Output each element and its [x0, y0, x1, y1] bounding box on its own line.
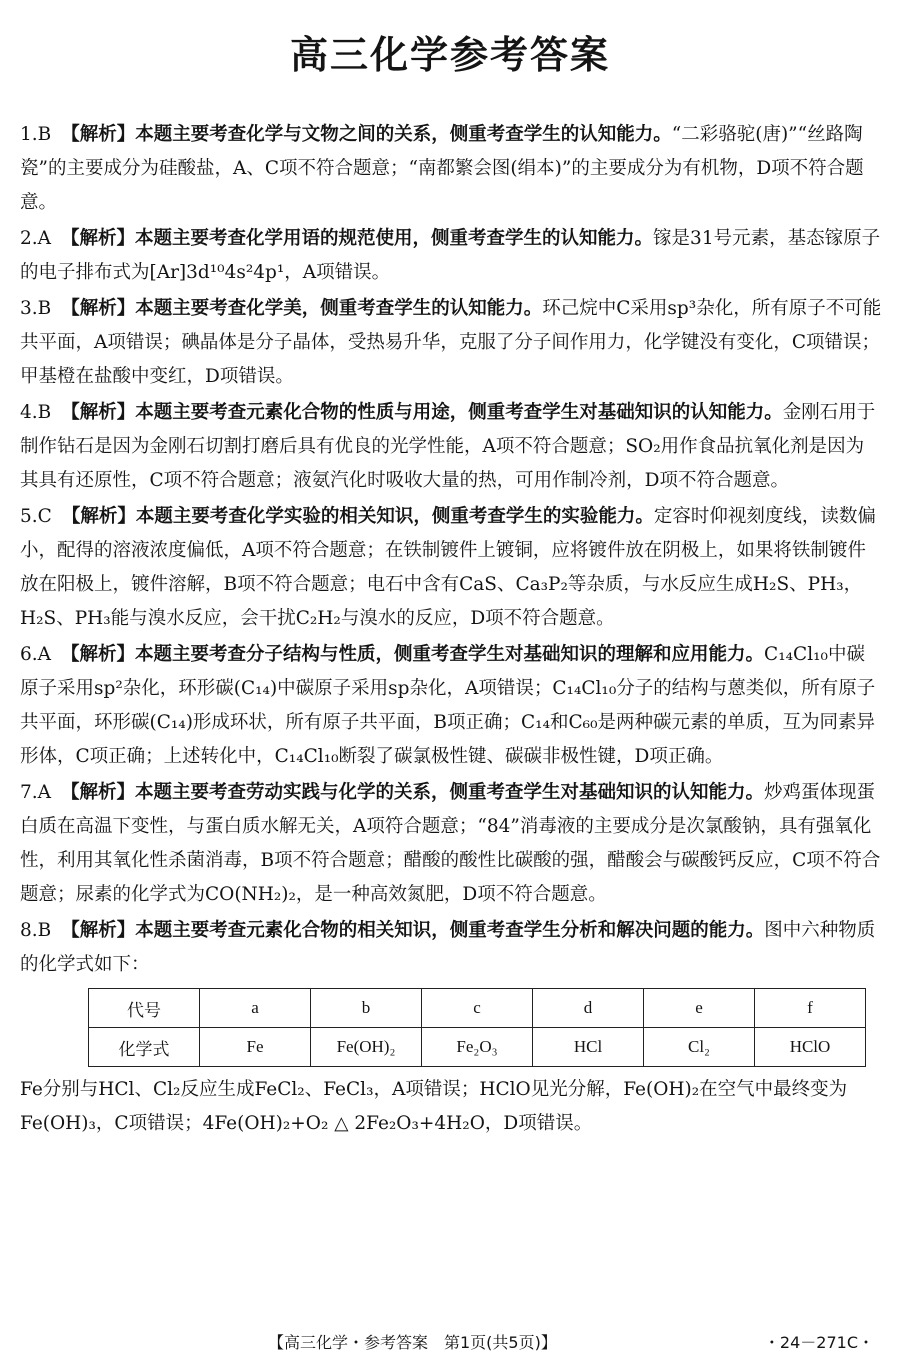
table-cell: f: [755, 989, 866, 1028]
answer-number: 2.A: [20, 228, 52, 249]
answer-number: 1.B: [20, 124, 52, 145]
answer-number: 6.A: [20, 644, 52, 665]
answer-text: 金刚石用于制作钻石是因为金刚石切割打磨后具有优良的光学性能，A项不符合题意；SO₂用作食品抗氧化剂是因为其具有还原性，C项不符合题意；液氨汽化时吸收大量的热，可用作制冷剂，D项不符合题意。: [20, 402, 876, 491]
table-cell: HClO: [755, 1028, 866, 1067]
answer-item-8: [20, 914, 882, 982]
answer-topic: 本题主要考查化学美，侧重考查学生的认知能力。: [135, 298, 543, 319]
answer-topic: 本题主要考查分子结构与性质，侧重考查学生对基础知识的理解和应用能力。: [135, 644, 765, 665]
answer-text: Fe分别与HCl、Cl₂反应生成FeCl₂、FeCl₃，A项错误；HClO见光分解，Fe(OH)₂在空气中最终变为Fe(OH)₃，C项错误；4Fe(OH)₂+O₂ △ 2Fe₂O₃+4H₂O，D项错误。: [20, 1079, 848, 1134]
analysis-tag: 【解析】: [61, 782, 136, 803]
answer-item-4: [20, 396, 882, 498]
answer-topic: 本题主要考查元素化合物的性质与用途，侧重考查学生对基础知识的认知能力。: [135, 402, 783, 423]
table-cell: Fe(OH)₂: [311, 1028, 422, 1067]
answer-number: 8.B: [20, 920, 52, 941]
table-cell: c: [422, 989, 533, 1028]
formula-table: [88, 988, 866, 1067]
answer-item-3: [20, 292, 882, 394]
answer-number: 4.B: [20, 402, 52, 423]
answer-text: 炒鸡蛋体现蛋白质在高温下变性，与蛋白质水解无关，A项符合题意；“84”消毒液的主要成分是次氯酸钠，具有强氧化性，利用其氧化性杀菌消毒，B项不符合题意；醋酸的酸性比碳酸的强，醋酸会与碳酸钙反应，C项不符合题意；尿素的化学式为CO(NH₂)₂，是一种高效氮肥，D项不符合题意。: [20, 782, 881, 905]
table-cell: 代号: [89, 989, 200, 1028]
answer-item-1: [20, 118, 882, 220]
table-cell: b: [311, 989, 422, 1028]
analysis-tag: 【解析】: [61, 228, 136, 249]
footer-code: ・24－271C・: [763, 1333, 874, 1352]
answer-text: C₁₄Cl₁₀中碳原子采用sp²杂化，环形碳(C₁₄)中碳原子采用sp杂化，A项错误；C₁₄Cl₁₀分子的结构与蒽类似，所有原子共平面，环形碳(C₁₄)形成环状，所有原子共平面，B项正确；C₁₄和C₆₀是两种碳元素的单质，互为同素异形体，C项正确；上述转化中，C₁₄Cl₁₀断裂了碳氯极性键、碳碳非极性键，D项正确。: [20, 644, 876, 767]
answer-topic: 本题主要考查劳动实践与化学的关系，侧重考查学生对基础知识的认知能力。: [135, 782, 765, 803]
table-row: [89, 1028, 866, 1067]
analysis-tag: 【解析】: [61, 920, 136, 941]
answer-number: 3.B: [20, 298, 52, 319]
analysis-tag: 【解析】: [61, 402, 136, 423]
answer-text: 镓是31号元素，基态镓原子的电子排布式为[Ar]3d¹⁰4s²4p¹，A项错误。: [20, 228, 881, 283]
table-cell: 化学式: [89, 1028, 200, 1067]
answer-text: 图中六种物质的化学式如下：: [20, 920, 876, 975]
analysis-tag: 【解析】: [61, 644, 136, 665]
answer-number: 5.C: [20, 506, 52, 527]
answer-text: “二彩骆驼(唐)”“丝路陶瓷”的主要成分为硅酸盐，A、C项不符合题意；“南都繁会图(绢本)”的主要成分为有机物，D项不符合题意。: [20, 124, 864, 213]
answer-item-6: [20, 638, 882, 774]
table-cell: Fe: [200, 1028, 311, 1067]
answer-topic: 本题主要考查化学用语的规范使用，侧重考查学生的认知能力。: [135, 228, 654, 249]
table-cell: e: [644, 989, 755, 1028]
table-row: [89, 989, 866, 1028]
answer-topic: 本题主要考查化学与文物之间的关系，侧重考查学生的认知能力。: [135, 124, 672, 145]
answer-text: 环己烷中C采用sp³杂化，所有原子不可能共平面，A项错误；碘晶体是分子晶体，受热易升华，克服了分子间作用力，化学键没有变化，C项错误；甲基橙在盐酸中变红，D项错误。: [20, 298, 882, 387]
table-cell: a: [200, 989, 311, 1028]
analysis-tag: 【解析】: [61, 506, 136, 527]
answer-item-5: [20, 500, 882, 636]
footer-page-info: 【高三化学・参考答案 第1页(共5页)】: [268, 1333, 557, 1352]
answer-text: 定容时仰视刻度线，读数偏小，配得的溶液浓度偏低，A项不符合题意；在铁制镀件上镀铜，应将镀件放在阴极上，如果将铁制镀件放在阳极上，镀件溶解，B项不符合题意；电石中含有CaS、Ca₃P₂等杂质，与水反应生成H₂S、PH₃，H₂S、PH₃能与溴水反应，会干扰C₂H₂与溴水的反应，D项不符合题意。: [20, 506, 876, 629]
answer-number: 7.A: [20, 782, 52, 803]
answer-8-continuation: [20, 1073, 882, 1141]
table-cell: Cl₂: [644, 1028, 755, 1067]
answer-item-2: [20, 222, 882, 290]
table-cell: d: [533, 989, 644, 1028]
answer-topic: 本题主要考查元素化合物的相关知识，侧重考查学生分析和解决问题的能力。: [135, 920, 765, 941]
answer-item-7: [20, 776, 882, 912]
answer-topic: 本题主要考查化学实验的相关知识，侧重考查学生的实验能力。: [135, 506, 654, 527]
table-cell: Fe₂O₃: [422, 1028, 533, 1067]
table-cell: HCl: [533, 1028, 644, 1067]
answer-list: [20, 118, 882, 1143]
analysis-tag: 【解析】: [61, 124, 136, 145]
page-title: 高三化学参考答案: [289, 33, 610, 77]
analysis-tag: 【解析】: [61, 298, 136, 319]
